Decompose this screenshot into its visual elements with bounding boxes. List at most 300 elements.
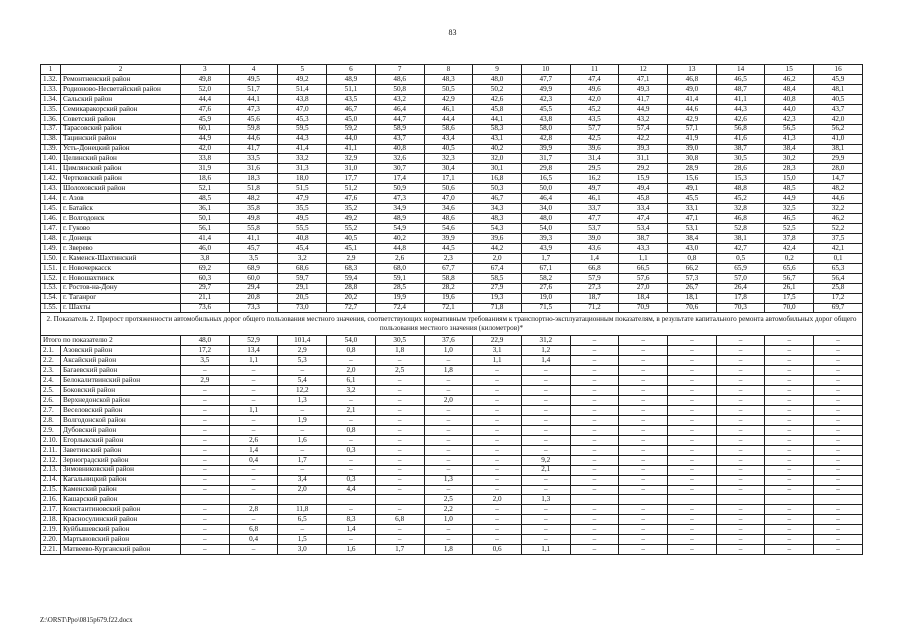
value-cell: 39,3: [619, 144, 668, 154]
value-cell: –: [765, 455, 814, 465]
value-cell: –: [716, 376, 765, 386]
row-number: 1.53.: [41, 283, 61, 293]
value-cell: 1,3: [278, 396, 327, 406]
value-cell: –: [181, 475, 230, 485]
value-cell: [229, 495, 278, 505]
value-cell: 3,1: [473, 346, 522, 356]
value-cell: 40,5: [814, 94, 863, 104]
value-cell: –: [716, 336, 765, 346]
value-cell: 50,1: [181, 214, 230, 224]
table-row: [41, 435, 863, 445]
value-cell: 38,7: [716, 144, 765, 154]
value-cell: 1,7: [375, 545, 424, 555]
value-cell: –: [716, 386, 765, 396]
value-cell: 52,8: [716, 224, 765, 234]
value-cell: 46,1: [424, 104, 473, 114]
value-cell: 44,4: [424, 114, 473, 124]
value-cell: 49,7: [570, 184, 619, 194]
value-cell: –: [765, 396, 814, 406]
value-cell: –: [424, 406, 473, 416]
value-cell: 49,0: [668, 84, 717, 94]
value-cell: –: [814, 346, 863, 356]
value-cell: –: [278, 425, 327, 435]
value-cell: –: [668, 336, 717, 346]
value-cell: –: [716, 465, 765, 475]
value-cell: 52,0: [181, 84, 230, 94]
value-cell: –: [278, 525, 327, 535]
value-cell: –: [521, 435, 570, 445]
row-number: 2.19.: [41, 525, 61, 535]
territory-name: Матвеево-Курганский район: [61, 545, 181, 555]
territory-name: г. Волгодонск: [61, 214, 181, 224]
value-cell: 33,1: [668, 204, 717, 214]
value-cell: –: [619, 505, 668, 515]
value-cell: 1,0: [424, 346, 473, 356]
value-cell: 1,7: [521, 253, 570, 263]
table-row: [41, 114, 863, 124]
value-cell: 22,9: [473, 336, 522, 346]
value-cell: –: [375, 376, 424, 386]
value-cell: –: [473, 386, 522, 396]
value-cell: –: [375, 485, 424, 495]
value-cell: –: [375, 435, 424, 445]
value-cell: –: [570, 356, 619, 366]
value-cell: 49,8: [229, 214, 278, 224]
value-cell: 28,6: [716, 164, 765, 174]
value-cell: –: [229, 515, 278, 525]
territory-name: Целинский район: [61, 154, 181, 164]
value-cell: 56,5: [765, 124, 814, 134]
value-cell: –: [473, 415, 522, 425]
territory-name: Белокалитвинский район: [61, 376, 181, 386]
value-cell: 43,4: [424, 134, 473, 144]
value-cell: –: [375, 356, 424, 366]
value-cell: –: [619, 376, 668, 386]
value-cell: –: [765, 415, 814, 425]
row-number: 2.16.: [41, 495, 61, 505]
value-cell: 42,7: [716, 243, 765, 253]
value-cell: 13,4: [229, 346, 278, 356]
territory-name: Дубовский район: [61, 425, 181, 435]
value-cell: –: [814, 455, 863, 465]
value-cell: 47,7: [570, 214, 619, 224]
value-cell: 2,2: [424, 505, 473, 515]
value-cell: 0,4: [229, 455, 278, 465]
territory-name: г. Новошахтинск: [61, 273, 181, 283]
territory-name: г. Ростов-на-Дону: [61, 283, 181, 293]
value-cell: 0,1: [814, 253, 863, 263]
column-number: 5: [278, 65, 327, 75]
value-cell: –: [716, 445, 765, 455]
value-cell: –: [570, 505, 619, 515]
value-cell: 57,3: [668, 273, 717, 283]
territory-name: Тацинский район: [61, 134, 181, 144]
value-cell: –: [716, 366, 765, 376]
value-cell: –: [375, 465, 424, 475]
value-cell: 65,9: [716, 263, 765, 273]
value-cell: –: [181, 525, 230, 535]
value-cell: 2,9: [327, 253, 376, 263]
value-cell: 55,8: [229, 224, 278, 234]
value-cell: –: [814, 396, 863, 406]
value-cell: [716, 495, 765, 505]
territory-name: Семикаракорский район: [61, 104, 181, 114]
row-number: 2.7.: [41, 406, 61, 416]
value-cell: –: [375, 445, 424, 455]
value-cell: 42,2: [619, 134, 668, 144]
value-cell: –: [765, 545, 814, 555]
value-cell: –: [570, 366, 619, 376]
territory-name: Цимлянский район: [61, 164, 181, 174]
value-cell: –: [619, 386, 668, 396]
value-cell: –: [619, 356, 668, 366]
value-cell: 17,4: [375, 174, 424, 184]
value-cell: –: [570, 475, 619, 485]
value-cell: –: [619, 415, 668, 425]
value-cell: 42,9: [424, 94, 473, 104]
value-cell: 41,4: [181, 233, 230, 243]
value-cell: 28,2: [424, 283, 473, 293]
value-cell: 45,4: [278, 243, 327, 253]
value-cell: 3,2: [327, 386, 376, 396]
value-cell: [668, 495, 717, 505]
value-cell: –: [668, 465, 717, 475]
value-cell: 44,3: [716, 104, 765, 114]
value-cell: –: [716, 346, 765, 356]
value-cell: –: [473, 366, 522, 376]
value-cell: –: [278, 465, 327, 475]
value-cell: 1,7: [278, 455, 327, 465]
table-row: [41, 214, 863, 224]
value-cell: 57,7: [570, 124, 619, 134]
table-row: [41, 406, 863, 416]
table-row: [41, 545, 863, 555]
table-row: [41, 224, 863, 234]
value-cell: 4,4: [327, 485, 376, 495]
value-cell: 1,1: [229, 406, 278, 416]
value-cell: 54,0: [327, 336, 376, 346]
value-cell: –: [473, 406, 522, 416]
value-cell: 2,1: [327, 406, 376, 416]
column-number: 1: [41, 65, 61, 75]
value-cell: 70,3: [716, 303, 765, 313]
territory-name: Кашарский район: [61, 495, 181, 505]
value-cell: 49,5: [278, 214, 327, 224]
territory-name: Каменский район: [61, 485, 181, 495]
value-cell: –: [181, 515, 230, 525]
territory-name: Родионово-Несветайский район: [61, 84, 181, 94]
value-cell: –: [716, 356, 765, 366]
value-cell: –: [521, 386, 570, 396]
value-cell: –: [814, 366, 863, 376]
value-cell: –: [424, 465, 473, 475]
value-cell: 45,8: [619, 194, 668, 204]
table-row: [41, 303, 863, 313]
row-number: 1.51.: [41, 263, 61, 273]
value-cell: 43,5: [570, 114, 619, 124]
table-row: [41, 535, 863, 545]
value-cell: 29,1: [278, 283, 327, 293]
value-cell: –: [570, 396, 619, 406]
file-path-footer: Z:\ORST\Ppo\0815p679.f22.docx: [40, 617, 133, 624]
value-cell: –: [765, 515, 814, 525]
value-cell: –: [570, 386, 619, 396]
value-cell: –: [619, 406, 668, 416]
value-cell: 46,2: [765, 74, 814, 84]
value-cell: –: [327, 396, 376, 406]
row-number: 2.4.: [41, 376, 61, 386]
value-cell: 44,9: [765, 194, 814, 204]
row-number: 1.33.: [41, 84, 61, 94]
value-cell: 48,5: [181, 194, 230, 204]
value-cell: 9,2: [521, 455, 570, 465]
territory-name: Зерноградский район: [61, 455, 181, 465]
value-cell: 2,5: [424, 495, 473, 505]
value-cell: 3,8: [181, 253, 230, 263]
value-cell: 3,5: [181, 356, 230, 366]
value-cell: –: [181, 485, 230, 495]
value-cell: –: [765, 435, 814, 445]
value-cell: –: [668, 415, 717, 425]
value-cell: –: [668, 545, 717, 555]
value-cell: 20,2: [327, 293, 376, 303]
value-cell: 43,3: [619, 243, 668, 253]
value-cell: –: [327, 415, 376, 425]
value-cell: –: [716, 435, 765, 445]
value-cell: 42,0: [814, 114, 863, 124]
value-cell: 29,2: [619, 164, 668, 174]
value-cell: –: [814, 465, 863, 475]
value-cell: 17,8: [716, 293, 765, 303]
value-cell: –: [229, 545, 278, 555]
value-cell: 0,2: [765, 253, 814, 263]
table-row: [41, 174, 863, 184]
value-cell: 2,6: [229, 435, 278, 445]
value-cell: 49,4: [619, 184, 668, 194]
value-cell: 32,8: [716, 204, 765, 214]
table-row: [41, 154, 863, 164]
value-cell: 51,1: [327, 84, 376, 94]
value-cell: 43,9: [521, 243, 570, 253]
value-cell: –: [375, 386, 424, 396]
value-cell: –: [375, 535, 424, 545]
value-cell: 8,3: [327, 515, 376, 525]
value-cell: –: [814, 425, 863, 435]
value-cell: 20,5: [278, 293, 327, 303]
value-cell: 0,8: [327, 346, 376, 356]
value-cell: 46,1: [570, 194, 619, 204]
value-cell: 40,8: [765, 94, 814, 104]
territory-name: г. Донецк: [61, 233, 181, 243]
value-cell: –: [327, 465, 376, 475]
territory-name: г. Батайск: [61, 204, 181, 214]
value-cell: 16,2: [570, 174, 619, 184]
value-cell: 48,2: [814, 184, 863, 194]
value-cell: 31,3: [278, 164, 327, 174]
value-cell: 71,2: [570, 303, 619, 313]
value-cell: 48,2: [229, 194, 278, 204]
value-cell: 36,1: [181, 204, 230, 214]
value-cell: –: [521, 515, 570, 525]
value-cell: –: [814, 386, 863, 396]
territory-name: г. Гуково: [61, 224, 181, 234]
value-cell: –: [473, 465, 522, 475]
value-cell: –: [473, 525, 522, 535]
value-cell: 68,9: [229, 263, 278, 273]
value-cell: 27,0: [619, 283, 668, 293]
column-number: 3: [181, 65, 230, 75]
value-cell: 32,2: [814, 204, 863, 214]
value-cell: 67,1: [521, 263, 570, 273]
table-row: [41, 134, 863, 144]
value-cell: 45,5: [521, 104, 570, 114]
row-number: 1.50.: [41, 253, 61, 263]
table-row: [41, 194, 863, 204]
value-cell: 42,4: [765, 243, 814, 253]
row-number: 2.13.: [41, 465, 61, 475]
value-cell: –: [716, 475, 765, 485]
value-cell: 37,5: [814, 233, 863, 243]
value-cell: 51,4: [278, 84, 327, 94]
value-cell: –: [229, 376, 278, 386]
column-number: 15: [765, 65, 814, 75]
value-cell: 48,5: [765, 184, 814, 194]
value-cell: –: [814, 535, 863, 545]
value-cell: –: [521, 366, 570, 376]
value-cell: 30,8: [668, 154, 717, 164]
column-number: 11: [570, 65, 619, 75]
value-cell: –: [424, 415, 473, 425]
value-cell: –: [765, 535, 814, 545]
row-number: 2.5.: [41, 386, 61, 396]
value-cell: 57,0: [716, 273, 765, 283]
value-cell: 2,8: [229, 505, 278, 515]
value-cell: 41,7: [619, 94, 668, 104]
value-cell: 46,2: [814, 214, 863, 224]
value-cell: 21,1: [181, 293, 230, 303]
value-cell: 30,2: [765, 154, 814, 164]
column-number-row: [41, 65, 863, 75]
value-cell: –: [473, 475, 522, 485]
value-cell: 37,6: [424, 336, 473, 346]
value-cell: 43,8: [278, 94, 327, 104]
value-cell: 51,5: [278, 184, 327, 194]
value-cell: –: [570, 515, 619, 525]
value-cell: 69,2: [181, 263, 230, 273]
value-cell: 40,5: [424, 144, 473, 154]
table-row: [41, 376, 863, 386]
row-number: 1.41.: [41, 164, 61, 174]
value-cell: –: [229, 465, 278, 475]
table-row: [41, 124, 863, 134]
value-cell: 31,9: [181, 164, 230, 174]
territory-name: Советский район: [61, 114, 181, 124]
column-number: 6: [327, 65, 376, 75]
value-cell: 48,1: [814, 84, 863, 94]
value-cell: –: [327, 505, 376, 515]
value-cell: –: [619, 336, 668, 346]
value-cell: 44,9: [619, 104, 668, 114]
value-cell: 29,7: [181, 283, 230, 293]
value-cell: –: [668, 376, 717, 386]
value-cell: 48,9: [375, 214, 424, 224]
value-cell: 57,6: [619, 273, 668, 283]
value-cell: 26,7: [668, 283, 717, 293]
row-number: 1.54.: [41, 293, 61, 303]
territory-name: Багаевский район: [61, 366, 181, 376]
row-number: 1.34.: [41, 94, 61, 104]
value-cell: [278, 495, 327, 505]
value-cell: 39,9: [424, 233, 473, 243]
value-cell: –: [814, 525, 863, 535]
value-cell: –: [619, 535, 668, 545]
value-cell: 47,6: [181, 104, 230, 114]
value-cell: 43,8: [521, 114, 570, 124]
value-cell: 48,0: [181, 336, 230, 346]
territory-name: Шолоховский район: [61, 184, 181, 194]
value-cell: 53,7: [570, 224, 619, 234]
value-cell: 55,5: [278, 224, 327, 234]
value-cell: –: [521, 525, 570, 535]
value-cell: –: [814, 505, 863, 515]
value-cell: –: [814, 445, 863, 455]
value-cell: –: [668, 406, 717, 416]
value-cell: 50,8: [375, 84, 424, 94]
value-cell: 34,9: [375, 204, 424, 214]
value-cell: –: [375, 415, 424, 425]
value-cell: –: [570, 455, 619, 465]
value-cell: 47,4: [619, 214, 668, 224]
table-row: [41, 455, 863, 465]
value-cell: 28,0: [814, 164, 863, 174]
value-cell: –: [375, 505, 424, 515]
value-cell: [814, 495, 863, 505]
row-number: 1.32.: [41, 74, 61, 84]
value-cell: –: [424, 535, 473, 545]
value-cell: 44,1: [473, 114, 522, 124]
row-number: 1.47.: [41, 224, 61, 234]
value-cell: 1,9: [278, 415, 327, 425]
value-cell: 42,8: [521, 134, 570, 144]
row-number: 2.18.: [41, 515, 61, 525]
value-cell: 51,2: [327, 184, 376, 194]
value-cell: 31,1: [619, 154, 668, 164]
value-cell: 1,1: [473, 356, 522, 366]
table-row: [41, 465, 863, 475]
value-cell: 45,1: [327, 243, 376, 253]
page-number: 83: [448, 28, 457, 37]
value-cell: –: [424, 356, 473, 366]
table-row: [41, 445, 863, 455]
value-cell: 44,6: [814, 194, 863, 204]
value-cell: 48,3: [424, 74, 473, 84]
value-cell: 1,1: [521, 545, 570, 555]
value-cell: 53,4: [619, 224, 668, 234]
value-cell: 33,2: [278, 154, 327, 164]
value-cell: 43,2: [619, 114, 668, 124]
value-cell: 59,2: [327, 124, 376, 134]
table-row: [41, 263, 863, 273]
value-cell: 25,8: [814, 283, 863, 293]
value-cell: –: [521, 445, 570, 455]
value-cell: 27,6: [521, 283, 570, 293]
value-cell: 58,9: [375, 124, 424, 134]
value-cell: –: [814, 485, 863, 495]
row-number: 1.52.: [41, 273, 61, 283]
value-cell: –: [765, 425, 814, 435]
value-cell: 32,6: [375, 154, 424, 164]
value-cell: 44,4: [181, 94, 230, 104]
